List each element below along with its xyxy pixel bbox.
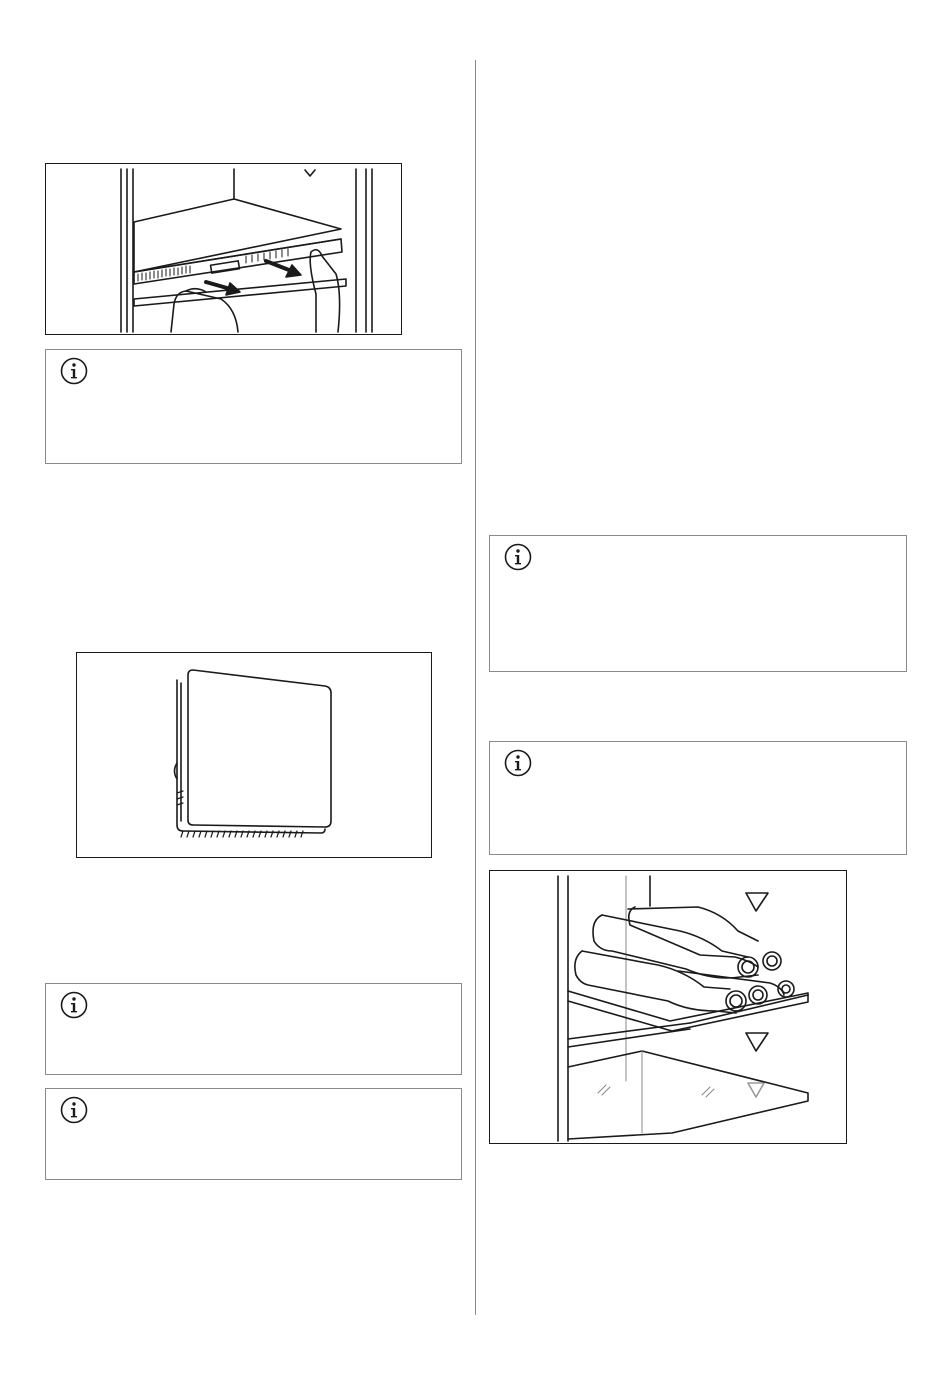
column-divider: [475, 60, 476, 1315]
info-icon: [504, 543, 532, 571]
filter-cartridge-illustration: [76, 652, 432, 858]
info-box: [45, 1088, 462, 1180]
info-icon: [60, 357, 88, 385]
info-box: [489, 741, 907, 855]
info-icon: [504, 749, 532, 777]
shelf-removal-illustration: [45, 163, 402, 335]
info-box: [45, 349, 462, 464]
info-box: [45, 983, 462, 1075]
info-icon: [60, 991, 88, 1019]
info-box: [489, 535, 907, 672]
wine-bottle-shelf-illustration: [489, 870, 847, 1144]
info-icon: [60, 1096, 88, 1124]
